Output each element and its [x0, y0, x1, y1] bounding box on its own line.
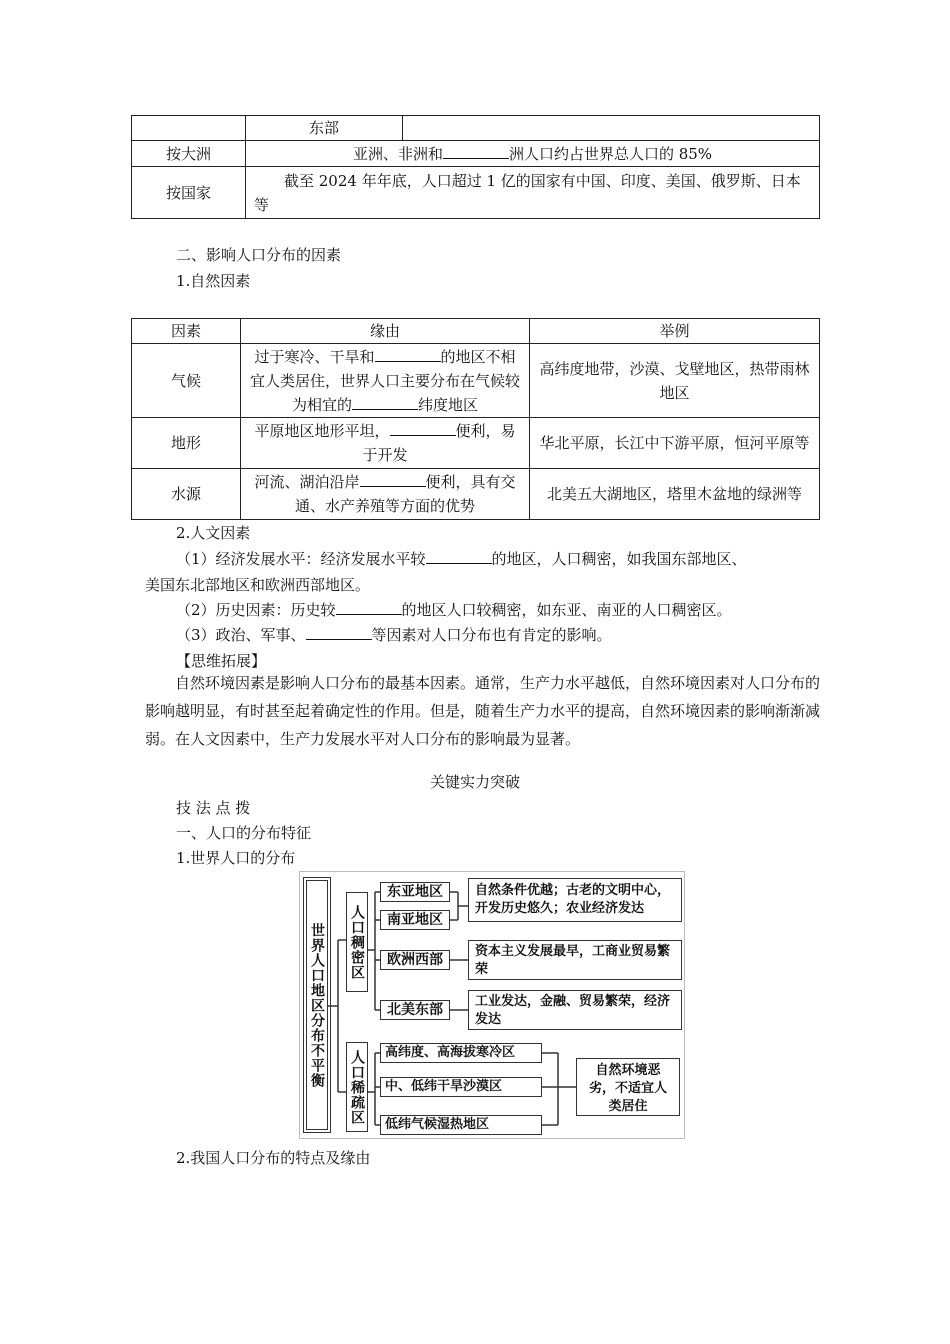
cell-empty-2 — [403, 116, 820, 141]
sparse-humid: 低纬气候湿热地区 — [380, 1115, 542, 1135]
human-item2: （2）历史因素：历史较 的地区人口较稠密，如东亚、南亚的人口稠密区。 — [176, 601, 732, 619]
row-label-country: 按国家 — [132, 167, 246, 219]
subheading-human: 2.人文因素 — [176, 524, 251, 542]
root-box: 世界人口地区分布不平衡 — [306, 880, 328, 1130]
factor-climate: 气候 — [132, 344, 241, 418]
region-east-asia: 东亚地区 — [380, 882, 450, 902]
answer-blank[interactable] — [443, 144, 509, 159]
header-reason: 缘由 — [241, 319, 530, 344]
distribution-heading: 一、人口的分布特征 — [176, 824, 312, 842]
human-item3: （3）政治、军事、 等因素对人口分布也有肯定的影响。 — [176, 626, 612, 644]
example-terrain: 华北平原，长江中下游平原，恒河平原等 — [530, 418, 820, 469]
expand-title: 【思维拓展】 — [176, 652, 267, 670]
answer-blank[interactable] — [375, 347, 441, 362]
sparse-desert: 中、低纬干旱沙漠区 — [380, 1077, 542, 1097]
region-west-europe: 欧洲西部 — [380, 950, 450, 970]
reason-europe: 资本主义发展最早，工商业贸易繁荣 — [468, 940, 682, 980]
world-population-diagram — [299, 871, 685, 1139]
answer-blank[interactable] — [426, 549, 492, 564]
section-heading-factors: 二、影响人口分布的因素 — [176, 246, 342, 264]
row-label-continent: 按大洲 — [132, 141, 246, 167]
example-water: 北美五大湖地区，塔里木盆地的绿洲等 — [530, 469, 820, 520]
country-text: 截至 2024 年年底，人口超过 1 亿的国家有中国、印度、美国、俄罗斯、日本等 — [246, 167, 820, 219]
header-factor: 因素 — [132, 319, 241, 344]
answer-blank[interactable] — [390, 421, 456, 436]
reason-asia: 自然条件优越；古老的文明中心，开发历史悠久；农业经济发达 — [468, 878, 682, 922]
cell-empty — [132, 116, 246, 141]
subheading-natural: 1.自然因素 — [176, 272, 251, 290]
reason-terrain: 平原地区地形平坦， 便利，易于开发 — [241, 418, 530, 469]
population-table-top — [131, 115, 820, 219]
key-title: 关键实力突破 — [429, 773, 520, 791]
sparse-reason: 自然环境恶劣，不适宜人类居住 — [576, 1058, 680, 1116]
factor-water: 水源 — [132, 469, 241, 520]
tips-heading: 技 法 点 拨 — [176, 799, 251, 817]
answer-blank[interactable] — [352, 395, 418, 410]
world-distribution-sub: 1.世界人口的分布 — [176, 849, 296, 867]
reason-north-america: 工业发达，金融、贸易繁荣，经济发达 — [468, 990, 682, 1030]
region-south-asia: 南亚地区 — [380, 910, 450, 930]
cell-east: 东部 — [246, 116, 403, 141]
human-item1: （1）经济发展水平：经济发展水平较 的地区，人口稠密，如我国东部地区、 — [176, 550, 747, 568]
answer-blank[interactable] — [306, 625, 372, 640]
china-distribution-sub: 2.我国人口分布的特点及缘由 — [176, 1149, 371, 1167]
continent-text: 亚洲、非洲和 洲人口约占世界总人口的 85% — [246, 141, 820, 167]
human-item1-cont: 美国东北部地区和欧洲西部地区。 — [145, 576, 371, 594]
header-example: 举例 — [530, 319, 820, 344]
dense-box: 人口稠密区 — [346, 892, 368, 992]
sparse-box: 人口稀疏区 — [346, 1042, 368, 1132]
reason-water: 河流、湖泊沿岸 便利，具有交通、水产养殖等方面的优势 — [241, 469, 530, 520]
expand-text: 自然环境因素是影响人口分布的最基本因素。通常，生产力水平越低，自然环境因素对人口分布的影响越明显，有时甚至起着确定性的作用。但是，随着生产力水平的提高，自然环境因素的影响渐渐减弱。在人文因素中，生产力发展水平对人口分布的影响最为显著。 — [145, 674, 821, 748]
answer-blank[interactable] — [360, 472, 426, 487]
factor-terrain: 地形 — [132, 418, 241, 469]
region-east-north-america: 北美东部 — [380, 1000, 450, 1020]
answer-blank[interactable] — [336, 600, 402, 615]
sparse-cold: 高纬度、高海拔寒冷区 — [380, 1043, 542, 1063]
example-climate: 高纬度地带，沙漠、戈壁地区，热带雨林地区 — [530, 344, 820, 418]
natural-factors-table — [131, 318, 820, 520]
reason-climate: 过于寒冷、干旱和 的地区不相宜人类居住，世界人口主要分布在气候较为相宜的 纬度地区 — [241, 344, 530, 418]
